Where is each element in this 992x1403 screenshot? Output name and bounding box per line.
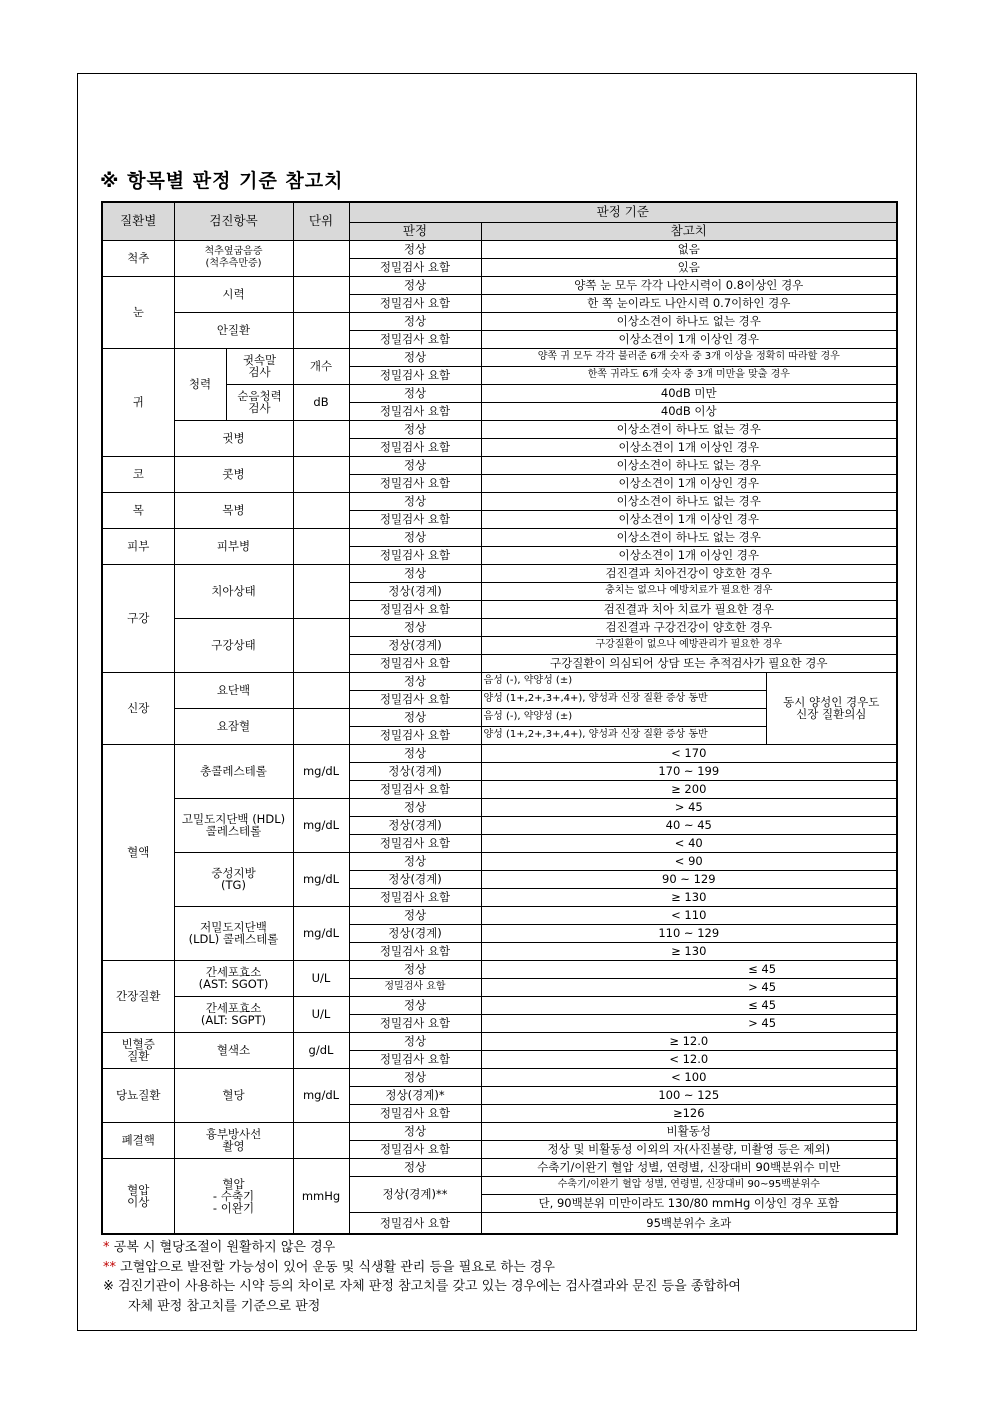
table-row: [102, 1122, 897, 1140]
reference-cell: 음성 (-), 약양성 (±): [481, 672, 766, 690]
table-row: [102, 276, 897, 294]
judgment-cell: 정밀검사 요함: [349, 510, 481, 528]
reference-cell: 이상소견이 하나도 없는 경우: [481, 528, 897, 546]
reference-cell: 110 ~ 129: [481, 924, 897, 942]
header-item: 검진항목: [174, 202, 293, 240]
judgment-cell: 정상: [349, 1158, 481, 1176]
item-cell: 혈색소: [174, 1032, 293, 1068]
disease-cell: 목: [102, 492, 174, 528]
judgment-cell: 정밀검사 요함: [349, 1014, 481, 1032]
judgment-cell: 정밀검사 요함: [349, 600, 481, 618]
item-cell: 구강상태: [174, 618, 293, 672]
reference-cell: ≤ 45: [481, 960, 897, 978]
unit-cell: [293, 312, 349, 348]
judgment-cell: 정밀검사 요함: [349, 546, 481, 564]
item-cell: 저밀도지단백 (LDL) 콜레스테롤: [174, 906, 293, 960]
header-judgment: 판정: [349, 222, 481, 240]
reference-cell: 한쪽 귀라도 6개 숫자 중 3개 미만을 맞출 경우: [481, 366, 897, 384]
judgment-cell: 정상: [349, 564, 481, 582]
reference-cell: 양쪽 귀 모두 각각 불러준 6개 숫자 중 3개 이상을 정확히 따라할 경우: [481, 348, 897, 366]
reference-cell: 양쪽 눈 모두 각각 나안시력이 0.8이상인 경우: [481, 276, 897, 294]
reference-cell: 90 ~ 129: [481, 870, 897, 888]
judgment-cell: 정상: [349, 528, 481, 546]
subitem-cell: 귓속말 검사: [226, 348, 293, 384]
table-row: [102, 492, 897, 510]
disease-cell: 혈압 이상: [102, 1158, 174, 1234]
judgment-cell: 정상: [349, 744, 481, 762]
reference-cell: > 45: [481, 978, 897, 996]
judgment-cell: 정상(경계)**: [349, 1176, 481, 1212]
item-cell: 시력: [174, 276, 293, 312]
unit-cell: [293, 618, 349, 672]
table-row: [102, 906, 897, 924]
reference-cell: ≥126: [481, 1104, 897, 1122]
unit-cell: dB: [293, 384, 349, 420]
unit-cell: mg/dL: [293, 852, 349, 906]
judgment-cell: 정상: [349, 618, 481, 636]
unit-cell: U/L: [293, 996, 349, 1032]
reference-cell: 있음: [481, 258, 897, 276]
judgment-cell: 정밀검사 요함: [349, 888, 481, 906]
reference-cell: 이상소견이 하나도 없는 경우: [481, 312, 897, 330]
item-cell: 콧병: [174, 456, 293, 492]
reference-cell: 40dB 이상: [481, 402, 897, 420]
footnote-3-cont: 자체 판정 참고치를 기준으로 판정: [128, 1298, 321, 1314]
item-cell: 청력: [174, 348, 226, 420]
reference-cell: 170 ~ 199: [481, 762, 897, 780]
footnotes: [103, 1238, 741, 1316]
item-cell: 귓병: [174, 420, 293, 456]
judgment-cell: 정밀검사 요함: [349, 780, 481, 798]
unit-cell: [293, 456, 349, 492]
judgment-cell: 정상: [349, 348, 481, 366]
table-row: [102, 618, 897, 636]
item-cell: 요단백: [174, 672, 293, 708]
reference-cell: 40dB 미만: [481, 384, 897, 402]
judgment-cell: 정밀검사 요함: [349, 474, 481, 492]
unit-cell: mg/dL: [293, 798, 349, 852]
footnote-2: ** 고혈압으로 발전할 가능성이 있어 운동 및 식생활 관리 등을 필요로 하는 경우: [103, 1259, 555, 1275]
unit-cell: g/dL: [293, 1032, 349, 1068]
reference-cell: 이상소견이 1개 이상인 경우: [481, 546, 897, 564]
reference-cell: < 90: [481, 852, 897, 870]
judgment-cell: 정밀검사 요함: [349, 834, 481, 852]
reference-cell: > 45: [481, 798, 897, 816]
item-cell: 혈당: [174, 1068, 293, 1122]
judgment-cell: 정밀검사 요함: [349, 654, 481, 672]
judgment-cell: 정상: [349, 240, 481, 258]
judgment-cell: 정상(경계)*: [349, 1086, 481, 1104]
header-criteria: 판정 기준: [349, 202, 897, 222]
unit-cell: mg/dL: [293, 1068, 349, 1122]
judgment-cell: 정상: [349, 960, 481, 978]
table-row: [102, 564, 897, 582]
reference-cell: 없음: [481, 240, 897, 258]
item-cell: 흉부방사선 촬영: [174, 1122, 293, 1158]
item-cell: 치아상태: [174, 564, 293, 618]
reference-cell: 양성 (1+,2+,3+,4+), 양성과 신장 질환 증상 동반: [481, 690, 766, 708]
judgment-cell: 정상(경계): [349, 870, 481, 888]
reference-cell: 수축기/이완기 혈압 성별, 연령별, 신장대비 90백분위수 미만: [481, 1158, 897, 1176]
reference-cell: 이상소견이 1개 이상인 경우: [481, 510, 897, 528]
judgment-cell: 정상(경계): [349, 636, 481, 654]
disease-cell: 폐결핵: [102, 1122, 174, 1158]
disease-cell: 당뇨질환: [102, 1068, 174, 1122]
judgment-cell: 정밀검사 요함: [349, 942, 481, 960]
unit-cell: [293, 492, 349, 528]
judgment-cell: 정상: [349, 852, 481, 870]
table-row: [102, 348, 897, 366]
reference-cell: 검진결과 구강건강이 양호한 경우: [481, 618, 897, 636]
reference-cell: 100 ~ 125: [481, 1086, 897, 1104]
judgment-cell: 정밀검사 요함: [349, 1050, 481, 1068]
judgment-cell: 정상(경계): [349, 762, 481, 780]
item-cell: 안질환: [174, 312, 293, 348]
judgment-cell: 정상: [349, 1032, 481, 1050]
reference-cell: 정상 및 비활동성 이외의 자(사진불량, 미촬영 등은 제외): [481, 1140, 897, 1158]
reference-cell: 수축기/이완기 혈압 성별, 연령별, 신장대비 90~95백분위수: [481, 1176, 897, 1194]
judgment-cell: 정상: [349, 906, 481, 924]
reference-cell: 검진결과 치아 치료가 필요한 경우: [481, 600, 897, 618]
item-cell: 총콜레스테롤: [174, 744, 293, 798]
judgment-cell: 정밀검사 요함: [349, 294, 481, 312]
subitem-cell: 순음청력 검사: [226, 384, 293, 420]
reference-cell: 충치는 없으나 예방치료가 필요한 경우: [481, 582, 897, 600]
reference-cell: 40 ~ 45: [481, 816, 897, 834]
judgment-cell: 정밀검사 요함: [349, 690, 481, 708]
unit-cell: U/L: [293, 960, 349, 996]
reference-cell: 비활동성: [481, 1122, 897, 1140]
judgment-cell: 정밀검사 요함: [349, 438, 481, 456]
judgment-cell: 정상: [349, 384, 481, 402]
reference-cell: ≥ 12.0: [481, 1032, 897, 1050]
table-row: [102, 798, 897, 816]
judgment-cell: 정상: [349, 708, 481, 726]
judgment-cell: 정상: [349, 492, 481, 510]
item-cell: 요잠혈: [174, 708, 293, 744]
unit-cell: [293, 528, 349, 564]
unit-cell: [293, 420, 349, 456]
judgment-cell: 정상: [349, 456, 481, 474]
reference-cell: ≥ 200: [481, 780, 897, 798]
header-unit: 단위: [293, 202, 349, 240]
kidney-note-cell: 동시 양성인 경우도 신장 질환의심: [766, 672, 897, 744]
judgment-cell: 정밀검사 요함: [349, 978, 481, 996]
judgment-cell: 정상: [349, 996, 481, 1014]
reference-cell: 단, 90백분위 미만이라도 130/80 mmHg 이상인 경우 포함: [481, 1194, 897, 1212]
table-row: [102, 960, 897, 978]
unit-cell: mg/dL: [293, 744, 349, 798]
header-disease: 질환별: [102, 202, 174, 240]
reference-cell: > 45: [481, 1014, 897, 1032]
reference-cell: ≥ 130: [481, 942, 897, 960]
judgment-cell: 정상: [349, 798, 481, 816]
footnote-star: **: [103, 1259, 116, 1275]
judgment-cell: 정밀검사 요함: [349, 1140, 481, 1158]
item-cell: 간세포효소 (ALT: SGPT): [174, 996, 293, 1032]
table-row: [102, 852, 897, 870]
item-cell: 목병: [174, 492, 293, 528]
reference-cell: ≥ 130: [481, 888, 897, 906]
reference-cell: ≤ 45: [481, 996, 897, 1014]
disease-cell: 눈: [102, 276, 174, 348]
judgment-cell: 정상: [349, 1068, 481, 1086]
judgment-cell: 정상(경계): [349, 582, 481, 600]
unit-cell: [293, 1122, 349, 1158]
unit-cell: mmHg: [293, 1158, 349, 1234]
unit-cell: mg/dL: [293, 906, 349, 960]
table-row: [102, 420, 897, 438]
unit-cell: 개수: [293, 348, 349, 384]
table-row: [102, 672, 897, 690]
disease-cell: 간장질환: [102, 960, 174, 1032]
reference-cell: < 40: [481, 834, 897, 852]
judgment-cell: 정상: [349, 1122, 481, 1140]
disease-cell: 피부: [102, 528, 174, 564]
table-row: [102, 528, 897, 546]
unit-cell: [293, 564, 349, 618]
disease-cell: 코: [102, 456, 174, 492]
judgment-cell: 정밀검사 요함: [349, 402, 481, 420]
judgment-cell: 정상: [349, 420, 481, 438]
item-cell: 척추옆굽음증 (척추측만증): [174, 240, 293, 276]
judgment-cell: 정밀검사 요함: [349, 366, 481, 384]
unit-cell: [293, 708, 349, 744]
reference-cell: 음성 (-), 약양성 (±): [481, 708, 766, 726]
reference-cell: 검진결과 치아건강이 양호한 경우: [481, 564, 897, 582]
disease-cell: 구강: [102, 564, 174, 672]
reference-cell: < 110: [481, 906, 897, 924]
reference-cell: < 170: [481, 744, 897, 762]
disease-cell: 척추: [102, 240, 174, 276]
table-row: [102, 1068, 897, 1086]
footnote-1: * 공복 시 혈당조절이 원활하지 않은 경우: [103, 1240, 336, 1255]
item-cell: 피부병: [174, 528, 293, 564]
reference-cell: 이상소견이 하나도 없는 경우: [481, 492, 897, 510]
table-row: [102, 312, 897, 330]
reference-cell: < 100: [481, 1068, 897, 1086]
item-cell: 고밀도지단백 (HDL) 콜레스테롤: [174, 798, 293, 852]
judgment-cell: 정밀검사 요함: [349, 330, 481, 348]
reference-cell: 한 쪽 눈이라도 나안시력 0.7이하인 경우: [481, 294, 897, 312]
table-row: [102, 1032, 897, 1050]
judgment-cell: 정상(경계): [349, 816, 481, 834]
table-row: [102, 240, 897, 258]
reference-cell: 구강질환이 없으나 예방관리가 필요한 경우: [481, 636, 897, 654]
disease-cell: 귀: [102, 348, 174, 456]
disease-cell: 혈액: [102, 744, 174, 960]
judgment-cell: 정상: [349, 312, 481, 330]
unit-cell: [293, 240, 349, 276]
judgment-cell: 정밀검사 요함: [349, 1104, 481, 1122]
reference-cell: 이상소견이 1개 이상인 경우: [481, 330, 897, 348]
header-row: [102, 202, 897, 222]
item-cell: 혈압 - 수축기 - 이완기: [174, 1158, 293, 1234]
table-row: [102, 1158, 897, 1176]
unit-cell: [293, 276, 349, 312]
reference-cell: 이상소견이 1개 이상인 경우: [481, 474, 897, 492]
judgment-cell: 정밀검사 요함: [349, 726, 481, 744]
reference-cell: 이상소견이 하나도 없는 경우: [481, 456, 897, 474]
reference-cell: 양성 (1+,2+,3+,4+), 양성과 신장 질환 증상 동반: [481, 726, 766, 744]
reference-cell: 95백분위수 초과: [481, 1212, 897, 1234]
footnote-star: *: [103, 1240, 110, 1255]
footnote-3: ※ 검진기관이 사용하는 시약 등의 차이로 자체 판정 참고치를 갖고 있는 경우에는 검사결과와 문진 등을 종합하여: [103, 1279, 741, 1294]
judgment-cell: 정상(경계): [349, 924, 481, 942]
judgment-cell: 정상: [349, 672, 481, 690]
item-cell: 중성지방 (TG): [174, 852, 293, 906]
reference-cell: < 12.0: [481, 1050, 897, 1068]
header-reference: 참고치: [481, 222, 897, 240]
disease-cell: 신장: [102, 672, 174, 744]
judgment-cell: 정밀검사 요함: [349, 258, 481, 276]
page-title: ※ 항목별 판정 기준 참고치: [100, 170, 344, 192]
table-row: [102, 744, 897, 762]
judgment-cell: 정밀검사 요함: [349, 1212, 481, 1234]
reference-cell: 구강질환이 의심되어 상담 또는 추적검사가 필요한 경우: [481, 654, 897, 672]
unit-cell: [293, 672, 349, 708]
criteria-table: [101, 201, 898, 1235]
reference-cell: 이상소견이 1개 이상인 경우: [481, 438, 897, 456]
reference-cell: 이상소견이 하나도 없는 경우: [481, 420, 897, 438]
table-row: [102, 456, 897, 474]
judgment-cell: 정상: [349, 276, 481, 294]
disease-cell: 빈혈증 질환: [102, 1032, 174, 1068]
item-cell: 간세포효소 (AST: SGOT): [174, 960, 293, 996]
table-row: [102, 996, 897, 1014]
